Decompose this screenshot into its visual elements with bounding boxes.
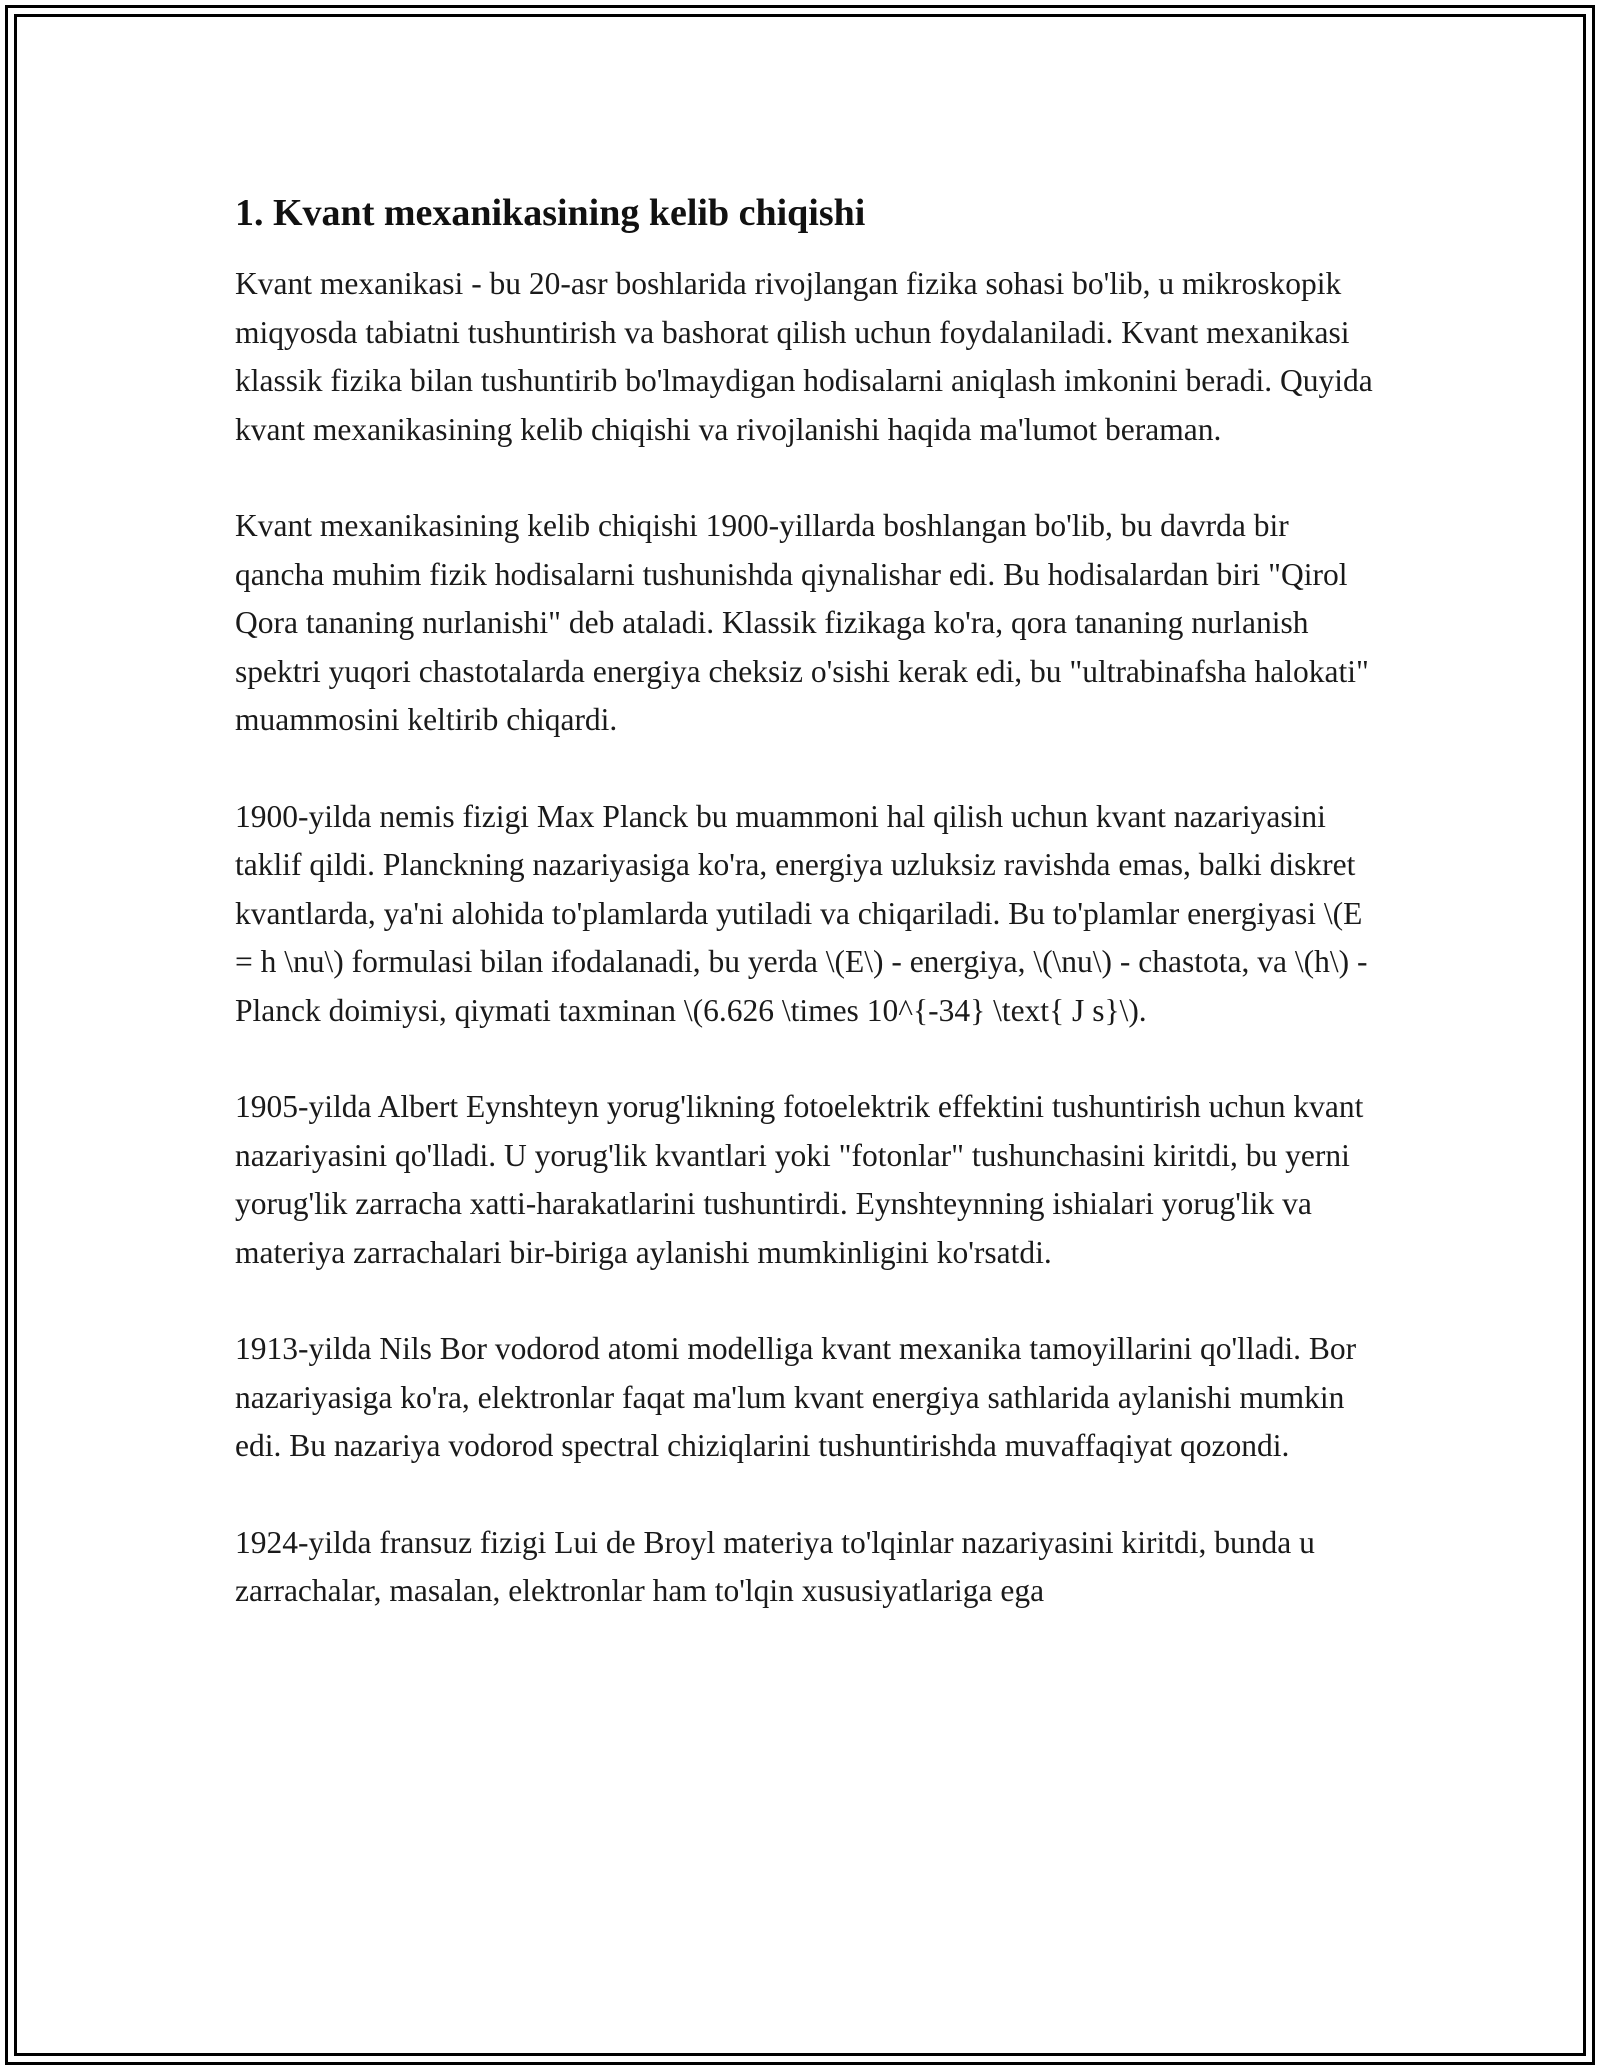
section-title: 1. Kvant mexanikasining kelib chiqishi: [235, 192, 866, 234]
paragraph-bohr: 1913-yilda Nils Bor vodorod atomi modelliga kvant mexanika tamoyillarini qo'lladi. Bor nazariyasiga ko'ra, elektronlar faqat ma'lum kvant energiya sathlarida aylanishi mumkin edi. Bu nazariya vodorod spectral chiziqlarini tushuntirishda muvaffaqiyat qozondi.: [235, 1331, 1357, 1463]
paragraph-intro: Kvant mexanikasi - bu 20-asr boshlarida rivojlangan fizika sohasi bo'lib, u mikroskopik miqyosda tabiatni tushuntirish va bashorat qilish uchun foydalaniladi. Kvant mexanikasi klassik fizika bilan tushuntirib bo'lmaydigan hodisalarni aniqlash imkonini beradi. Quyida kvant mexanikasining kelib chiqishi va rivojlanishi haqida ma'lumot beraman.: [235, 266, 1373, 447]
paragraph-black-body: Kvant mexanikasining kelib chiqishi 1900-yillarda boshlangan bo'lib, bu davrda bir qancha muhim fizik hodisalarni tushunishda qiynalishar edi. Bu hodisalardan biri "Qirol Qora tananing nurlanishi" deb ataladi. Klassik fizikaga ko'ra, qora tananing nurlanish spektri yuqori chastotalarda energiya cheksiz o'sishi kerak edi, bu "ultrabinafsha halokati" muammosini keltirib chiqardi.: [235, 508, 1369, 737]
paragraph-einstein: 1905-yilda Albert Eynshteyn yorug'likning fotoelektrik effektini tushuntirish uchun kvant nazariyasini qo'lladi. U yorug'lik kvantlari yoki "fotonlar" tushunchasini kiritdi, bu yerni yorug'lik zarracha xatti-harakatlarini tushuntirdi. Eynshteynning ishialari yorug'lik va materiya zarrachalari bir-biriga aylanishi mumkinligini ko'rsatdi.: [235, 1089, 1364, 1270]
paragraph-planck: 1900-yilda nemis fizigi Max Planck bu muammoni hal qilish uchun kvant nazariyasini taklif qildi. Planckning nazariyasiga ko'ra, energiya uzluksiz ravishda emas, balki diskret kvantlarda, ya'ni alohida to'plamlarda yutiladi va chiqariladi. Bu to'plamlar energiyasi \(E = h \nu\) formulasi bilan ifodalanadi, bu yerda \(E\) - energiya, \(\nu\) - chastota, va \(h\) - Planck doimiysi, qiymati taxminan \(6.626 \times 10^{-34} \text{ J s}\).: [235, 798, 1368, 1028]
document-body: [235, 188, 1380, 1664]
paragraph-de-broglie: 1924-yilda fransuz fizigi Lui de Broyl materiya to'lqinlar nazariyasini kiritdi, bunda u zarrachalar, masalan, elektronlar ham to'lqin xususiyatlariga ega: [235, 1524, 1315, 1608]
